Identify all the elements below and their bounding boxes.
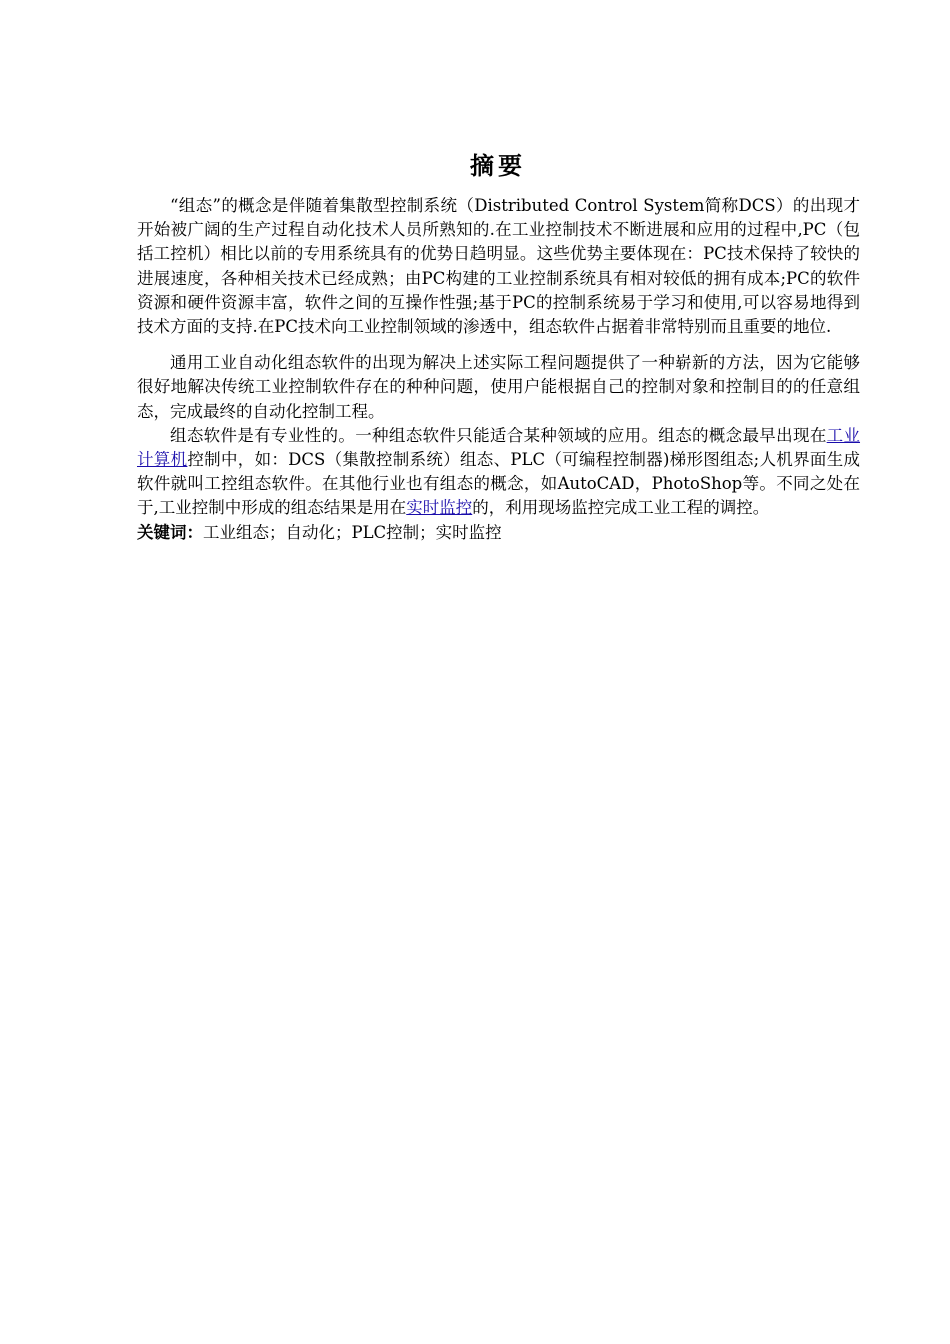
paragraph-1: “组态”的概念是伴随着集散型控制系统（Distributed Control System简称DCS）的出现才开始被广阔的生产过程自动化技术人员所熟知的.在工业控制技术不断进展和应用的过程中,PC（包括工控机）相比以前的专用系统具有的优势日趋明显。这些优势主要体现在：PC技术保持了较快的进展速度，各种相关技术已经成熟；由PC构建的工业控制系统具有相对较低的拥有成本;PC的软件资源和硬件资源丰富，软件之间的互操作性强;基于PC的控制系统易于学习和使用,可以容易地得到技术方面的支持.在PC技术向工业控制领域的渗透中，组态软件占据着非常特别而且重要的地位. bbox=[137, 196, 860, 337]
abstract-title: 摘要 bbox=[470, 152, 526, 180]
keywords-text: 工业组态；自动化；PLC控制；实时监控 bbox=[203, 522, 502, 542]
abstract-body bbox=[137, 194, 860, 545]
paragraph-3 bbox=[137, 424, 860, 521]
paragraph-gap bbox=[137, 339, 860, 351]
paragraph-3-text-c: 的，利用现场监控完成工业工程的调控。 bbox=[472, 498, 770, 518]
link-real-time-monitoring[interactable]: 实时监控 bbox=[406, 498, 473, 518]
paragraph-3-text-b: 控制中，如：DCS（集散控制系统）组态、PLC（可编程控制器)梯形图组态;人机界面生成软件就叫工控组态软件。在其他行业也有组态的概念，如AutoCAD，PhotoShop等。不同之处在于,工业控制中形成的组态结果是用在 bbox=[137, 450, 860, 518]
paragraph-2: 通用工业自动化组态软件的出现为解决上述实际工程问题提供了一种崭新的方法，因为它能够很好地解决传统工业控制软件存在的种种问题，使用户能根据自己的控制对象和控制目的的任意组态，完成最终的自动化控制工程。 bbox=[137, 353, 860, 421]
keywords-line bbox=[137, 521, 860, 545]
keywords-label: 关键词： bbox=[137, 522, 203, 542]
paragraph-3-text-a: 组态软件是有专业性的。一种组态软件只能适合某种领域的应用。组态的概念最早出现在 bbox=[170, 425, 827, 445]
link-industrial-computer[interactable]: 工业计算机 bbox=[137, 425, 861, 470]
